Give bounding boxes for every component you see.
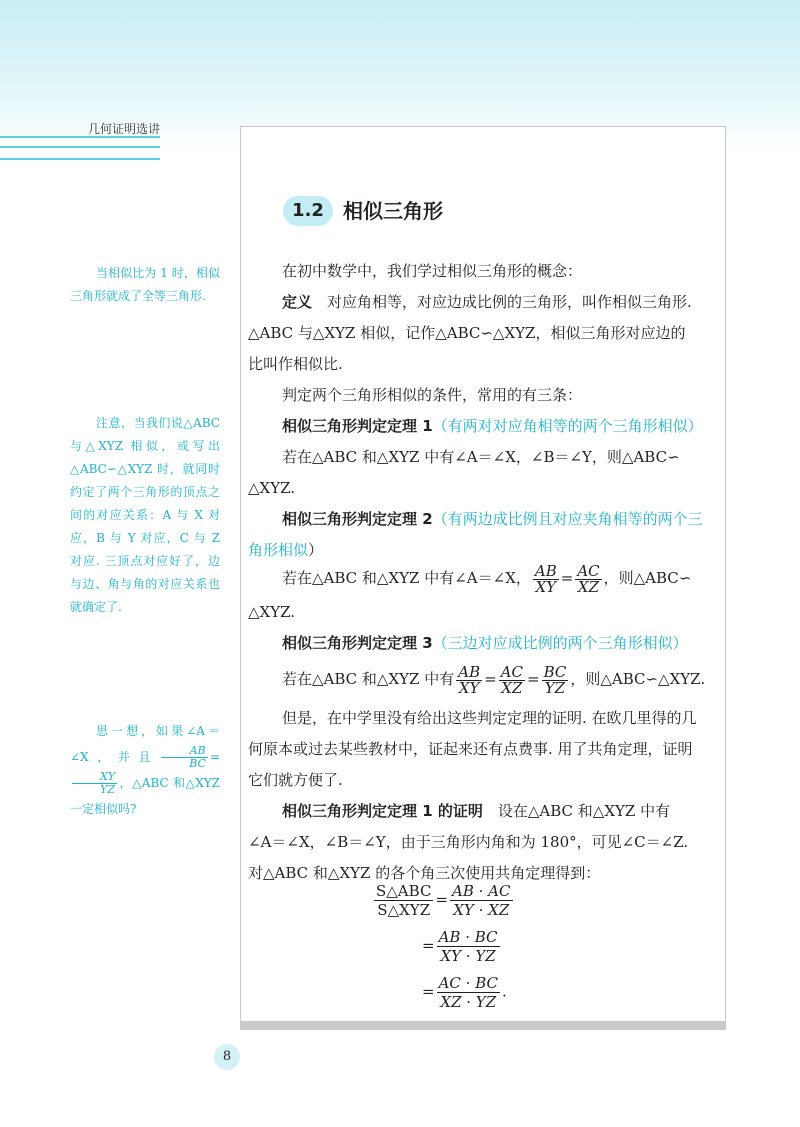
fraction (533, 561, 559, 596)
definition-line: 比叫作相似比. (248, 355, 343, 373)
equals: = (526, 670, 540, 688)
denominator: YZ (100, 783, 115, 796)
theorem-1-statement: △XYZ. (248, 479, 296, 497)
fraction (161, 745, 208, 770)
paragraph: 判定两个三角形相似的条件，常用的有三条： (282, 386, 583, 404)
numerator: S△ABC (376, 882, 432, 900)
numerator: XY (72, 771, 117, 784)
theorem-2-statement: △XYZ. (248, 603, 296, 621)
numerator: AC · BC (438, 974, 498, 992)
theorem-note: （有两边成比例且对应夹角相等的两个三 (432, 510, 703, 528)
sidenote-2: 注意，当我们说△ABC 与△XYZ 相似，或写出△ABC∽△XYZ 时，就同时约定了两个三角形的顶点之间的对应关系：A 与 X 对应，B 与 Y 对应，C 与 Z 对应. 三顶点对应好了，边与边、角与角的对应关系也就确定了. (70, 416, 220, 614)
theorem-3-statement (248, 659, 754, 699)
equals: = (422, 982, 435, 1001)
proof-text: 设在△ABC 和△XYZ 中有 (482, 802, 671, 820)
numerator: AB · BC (438, 928, 498, 946)
paragraph: 何原本或过去某些教材中，证起来还有点费事. 用了共角定理，证明 (248, 740, 693, 758)
book-title: 几何证明选讲 (88, 122, 161, 136)
definition-line: △ABC 与△XYZ 相似，记作△ABC∽△XYZ，相似三角形对应边的 (248, 324, 686, 342)
proof-heading (248, 795, 754, 827)
section-title: 相似三角形 (343, 199, 443, 223)
equals: = (435, 890, 449, 909)
fraction (542, 662, 569, 697)
paragraph: 它们就方便了. (248, 771, 343, 789)
theorem-2-heading (248, 503, 754, 535)
numerator: BC (543, 662, 567, 681)
panel-shadow (240, 1021, 726, 1030)
numerator: AC (500, 662, 523, 681)
statement-text: 若在△ABC 和△XYZ 中有∠A＝∠X， (282, 569, 531, 587)
note-text: 思一想，如果∠A＝∠X，并且 (70, 724, 220, 764)
section-number: 1.2 (283, 196, 333, 226)
fraction (450, 882, 512, 919)
fraction (437, 974, 500, 1011)
theorem-label: 相似三角形判定定理 3 (282, 634, 433, 652)
numerator: AB (534, 561, 557, 580)
equals: = (484, 670, 497, 688)
fraction (437, 928, 500, 965)
paragraph: 在初中数学中，我们学过相似三角形的概念： (282, 262, 583, 280)
fraction (374, 882, 433, 919)
theorem-note: （有两对对应角相等的两个三角形相似） (432, 417, 703, 435)
sidenote-1: 当相似比为 1 时，相似三角形就成了全等三角形. (70, 266, 220, 303)
numerator: AB (458, 662, 481, 681)
theorem-note-close: ） (308, 541, 324, 559)
statement-text: ，则△ABC∽ (603, 569, 692, 587)
header-rule (0, 146, 160, 148)
denominator: XZ · YZ (440, 993, 497, 1011)
sidenote-3 (70, 718, 220, 822)
definition-text: 对应角相等，对应边成比例的三角形，叫作相似三角形. (312, 293, 692, 311)
definition-line (248, 286, 754, 318)
denominator: XY (535, 577, 557, 596)
header-rule (0, 136, 160, 138)
denominator: XZ (501, 678, 523, 697)
theorem-note: 角形相似 (248, 541, 309, 559)
denominator: BC (189, 757, 206, 770)
header-rule (0, 158, 160, 160)
period: . (501, 982, 507, 1001)
theorem-3-heading (248, 627, 754, 659)
fraction (575, 561, 601, 596)
equals: = (209, 750, 220, 764)
denominator: XY · YZ (440, 947, 496, 965)
proof-label: 相似三角形判定定理 1 的证明 (282, 802, 483, 820)
equals: = (560, 569, 574, 587)
equation-line (422, 974, 507, 1011)
theorem-note: （三边对应成比例的两个三角形相似） (432, 634, 688, 652)
numerator: AB · AC (452, 882, 511, 900)
definition-label: 定义 (282, 293, 313, 311)
proof-line: ∠A＝∠X，∠B＝∠Y，由于三角形内角和为 180°，可见∠C＝∠Z. (248, 833, 689, 851)
theorem-1-heading (248, 410, 754, 442)
statement-text: 若在△ABC 和△XYZ 中有 (282, 670, 455, 688)
fraction (456, 662, 482, 697)
denominator: XY (458, 678, 480, 697)
equation-line (372, 882, 515, 919)
denominator: XZ (577, 577, 600, 596)
theorem-label: 相似三角形判定定理 2 (282, 510, 433, 528)
equals: = (422, 936, 435, 955)
note-text: ，△ABC 和△XYZ 一定相似吗? (70, 776, 220, 816)
denominator: S△XYZ (377, 901, 431, 919)
denominator: XY · XZ (453, 901, 510, 919)
paragraph: 但是，在中学里没有给出这些判定定理的证明. 在欧几里得的几 (282, 709, 697, 727)
fraction (499, 662, 525, 697)
numerator: AC (577, 561, 600, 580)
theorem-2-statement (248, 558, 754, 598)
theorem-1-statement: 若在△ABC 和△XYZ 中有∠A＝∠X，∠B＝∠Y，则△ABC∽ (282, 448, 680, 466)
page-number: 8 (214, 1044, 240, 1070)
theorem-label: 相似三角形判定定理 1 (282, 417, 433, 435)
proof-line: 对△ABC 和△XYZ 的各个角三次使用共角定理得到： (248, 864, 601, 882)
denominator: YZ (544, 678, 566, 697)
statement-text: ，则△ABC∽△XYZ. (570, 670, 706, 688)
fraction (72, 771, 117, 796)
equation-line (422, 928, 502, 965)
numerator: AB (161, 745, 208, 758)
